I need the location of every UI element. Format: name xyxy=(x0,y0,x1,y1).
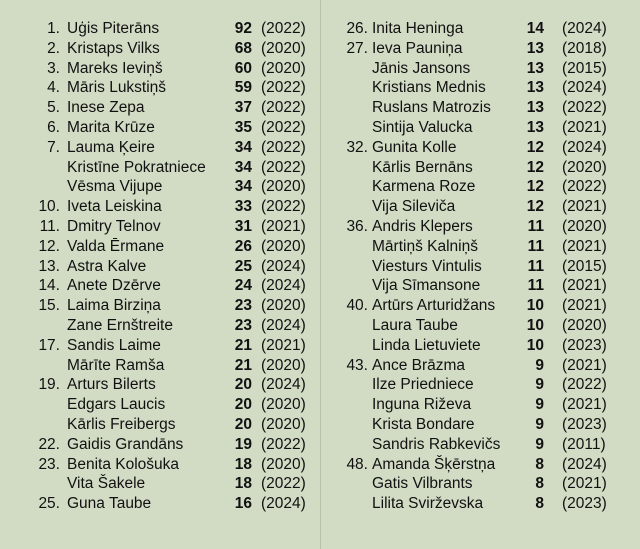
year-label: (2024) xyxy=(261,376,306,394)
person-name: Kārlis Freibergs xyxy=(67,415,176,433)
rank-number: 1. xyxy=(47,20,60,37)
year-label: (2020) xyxy=(261,396,306,414)
person-name: Kristīne Pokratniece xyxy=(67,158,206,176)
year-label: (2022) xyxy=(261,198,306,216)
year-label: (2024) xyxy=(562,20,607,37)
ranking-row xyxy=(322,177,640,197)
ranking-row xyxy=(0,375,320,395)
rank-number: 13. xyxy=(38,257,60,275)
ranking-row xyxy=(0,356,320,376)
ranking-row xyxy=(0,59,320,79)
rank-number: 4. xyxy=(47,79,60,97)
year-label: (2022) xyxy=(562,178,607,196)
ranking-row xyxy=(0,98,320,118)
ranking-row xyxy=(0,197,320,217)
ranking-row xyxy=(322,78,640,98)
rank-number: 40. xyxy=(346,297,368,315)
ranking-row xyxy=(322,59,640,79)
ranking-row xyxy=(322,118,640,138)
rank-number: 25. xyxy=(38,495,60,513)
score-value: 10 xyxy=(526,316,544,334)
rank-number: 19. xyxy=(38,376,60,394)
score-value: 16 xyxy=(234,495,252,513)
ranking-row xyxy=(322,19,640,39)
score-value: 18 xyxy=(234,475,252,493)
score-value: 34 xyxy=(234,138,252,156)
ranking-row xyxy=(0,177,320,197)
score-value: 9 xyxy=(535,396,544,414)
rank-number: 3. xyxy=(47,59,60,77)
score-value: 8 xyxy=(535,475,544,493)
person-name: Kristaps Vilks xyxy=(67,39,160,57)
rank-number: 43. xyxy=(346,356,368,374)
year-label: (2018) xyxy=(562,39,607,57)
score-value: 92 xyxy=(234,20,252,37)
ranking-row xyxy=(322,395,640,415)
score-value: 33 xyxy=(234,198,252,216)
ranking-row xyxy=(0,494,320,514)
rank-number: 11. xyxy=(39,217,60,235)
year-label: (2021) xyxy=(562,356,607,374)
rank-number: 26. xyxy=(346,20,368,37)
year-label: (2022) xyxy=(562,99,607,117)
ranking-row xyxy=(0,257,320,277)
person-name: Karmena Roze xyxy=(372,178,476,196)
rank-number: 2. xyxy=(47,39,60,57)
ranking-row xyxy=(322,158,640,178)
year-label: (2024) xyxy=(562,455,607,473)
score-value: 34 xyxy=(234,158,252,176)
year-label: (2021) xyxy=(562,237,607,255)
year-label: (2020) xyxy=(261,39,306,57)
rank-number: 10. xyxy=(38,198,60,216)
year-label: (2024) xyxy=(261,257,306,275)
year-label: (2021) xyxy=(562,277,607,295)
score-value: 11 xyxy=(527,217,544,235)
ranking-row xyxy=(0,217,320,237)
rank-number: 27. xyxy=(346,39,368,57)
ranking-column-left xyxy=(0,19,320,514)
year-label: (2015) xyxy=(562,257,607,275)
person-name: Ilze Priedniece xyxy=(372,376,474,394)
score-value: 9 xyxy=(535,376,544,394)
person-name: Laura Taube xyxy=(372,316,458,334)
person-name: Anete Dzērve xyxy=(67,277,161,295)
score-value: 60 xyxy=(234,59,252,77)
ranking-row xyxy=(322,415,640,435)
person-name: Vija Sileviča xyxy=(372,198,456,216)
year-label: (2024) xyxy=(562,138,607,156)
score-value: 13 xyxy=(526,39,544,57)
score-value: 11 xyxy=(527,257,544,275)
person-name: Vita Šakele xyxy=(67,475,146,493)
person-name: Vija Sīmansone xyxy=(372,277,481,295)
year-label: (2022) xyxy=(261,138,306,156)
year-label: (2021) xyxy=(562,396,607,414)
year-label: (2022) xyxy=(261,435,306,453)
ranking-row xyxy=(0,455,320,475)
ranking-row xyxy=(0,276,320,296)
score-value: 24 xyxy=(234,277,252,295)
ranking-row xyxy=(322,138,640,158)
rank-number: 5. xyxy=(47,99,60,117)
score-value: 14 xyxy=(526,20,544,37)
person-name: Inita Heninga xyxy=(372,20,464,37)
year-label: (2021) xyxy=(562,118,607,136)
rank-number: 17. xyxy=(38,336,60,354)
ranking-row xyxy=(0,19,320,39)
year-label: (2022) xyxy=(261,118,306,136)
year-label: (2021) xyxy=(562,297,607,315)
score-value: 10 xyxy=(526,336,544,354)
ranking-row xyxy=(0,415,320,435)
year-label: (2022) xyxy=(261,475,306,493)
score-value: 13 xyxy=(526,59,544,77)
rank-number: 15. xyxy=(38,297,60,315)
year-label: (2024) xyxy=(261,277,306,295)
score-value: 35 xyxy=(234,118,252,136)
ranking-row xyxy=(322,375,640,395)
year-label: (2020) xyxy=(261,415,306,433)
score-value: 11 xyxy=(527,237,544,255)
person-name: Arturs Bilerts xyxy=(67,376,156,394)
year-label: (2024) xyxy=(261,316,306,334)
score-value: 10 xyxy=(526,297,544,315)
rank-number: 7. xyxy=(47,138,60,156)
person-name: Artūrs Arturidžans xyxy=(372,297,496,315)
ranking-row xyxy=(322,39,640,59)
ranking-row xyxy=(0,118,320,138)
year-label: (2020) xyxy=(562,158,607,176)
person-name: Zane Ernštreite xyxy=(67,316,173,334)
year-label: (2021) xyxy=(562,475,607,493)
person-name: Guna Taube xyxy=(67,495,152,513)
person-name: Linda Lietuviete xyxy=(372,336,481,354)
person-name: Jānis Jansons xyxy=(372,59,471,77)
year-label: (2011) xyxy=(562,435,606,453)
score-value: 13 xyxy=(526,118,544,136)
person-name: Ance Brāzma xyxy=(372,356,466,374)
person-name: Inese Zepa xyxy=(67,99,145,117)
score-value: 31 xyxy=(234,217,252,235)
score-value: 13 xyxy=(526,79,544,97)
person-name: Kārlis Bernāns xyxy=(372,158,473,176)
person-name: Laima Birziņa xyxy=(67,297,161,315)
year-label: (2022) xyxy=(261,79,306,97)
score-value: 12 xyxy=(526,198,544,216)
rank-number: 32. xyxy=(346,138,368,156)
year-label: (2022) xyxy=(562,376,607,394)
ranking-row xyxy=(322,336,640,356)
rank-number: 6. xyxy=(47,118,60,136)
score-value: 12 xyxy=(526,178,544,196)
person-name: Uģis Piterāns xyxy=(67,20,160,37)
score-value: 26 xyxy=(234,237,252,255)
year-label: (2023) xyxy=(562,415,607,433)
person-name: Andris Klepers xyxy=(372,217,473,235)
ranking-row xyxy=(322,435,640,455)
score-value: 13 xyxy=(526,99,544,117)
ranking-row xyxy=(322,474,640,494)
person-name: Iveta Leiskina xyxy=(67,198,162,216)
ranking-row xyxy=(0,474,320,494)
year-label: (2020) xyxy=(261,455,306,473)
score-value: 19 xyxy=(234,435,252,453)
score-value: 37 xyxy=(234,99,252,117)
rank-number: 14. xyxy=(38,277,60,295)
year-label: (2020) xyxy=(562,217,607,235)
score-value: 20 xyxy=(234,376,252,394)
score-value: 9 xyxy=(535,435,544,453)
score-value: 23 xyxy=(234,316,252,334)
person-name: Mārtiņš Kalniņš xyxy=(372,237,478,255)
rank-number: 22. xyxy=(38,435,60,453)
person-name: Gaidis Grandāns xyxy=(67,435,184,453)
rank-number: 48. xyxy=(346,455,368,473)
ranking-row xyxy=(0,316,320,336)
ranking-row xyxy=(322,455,640,475)
year-label: (2020) xyxy=(261,59,306,77)
person-name: Mārīte Ramša xyxy=(67,356,165,374)
year-label: (2022) xyxy=(261,99,306,117)
year-label: (2015) xyxy=(562,59,607,77)
ranking-row xyxy=(322,494,640,514)
year-label: (2020) xyxy=(261,178,306,196)
person-name: Edgars Laucis xyxy=(67,396,166,414)
ranking-row xyxy=(322,257,640,277)
score-value: 11 xyxy=(527,277,544,295)
ranking-row xyxy=(0,39,320,59)
score-value: 9 xyxy=(535,415,544,433)
person-name: Sandis Laime xyxy=(67,336,161,354)
person-name: Ruslans Matrozis xyxy=(372,99,491,117)
person-name: Valda Ērmane xyxy=(67,237,165,255)
year-label: (2022) xyxy=(261,20,306,37)
score-value: 9 xyxy=(535,356,544,374)
ranking-column-right xyxy=(322,19,640,514)
score-value: 8 xyxy=(535,495,544,513)
person-name: Astra Kalve xyxy=(67,257,147,275)
ranking-row xyxy=(0,237,320,257)
person-name: Dmitry Telnov xyxy=(67,217,161,235)
person-name: Amanda Šķērstņa xyxy=(372,455,496,473)
score-value: 8 xyxy=(535,455,544,473)
score-value: 20 xyxy=(234,396,252,414)
rank-number: 12. xyxy=(38,237,60,255)
ranking-row xyxy=(322,217,640,237)
ranking-row xyxy=(0,158,320,178)
person-name: Benita Kološuka xyxy=(67,455,180,473)
person-name: Inguna Riževa xyxy=(372,396,472,414)
year-label: (2020) xyxy=(261,297,306,315)
person-name: Gunita Kolle xyxy=(372,138,457,156)
score-value: 68 xyxy=(234,39,252,57)
ranking-row xyxy=(322,276,640,296)
year-label: (2023) xyxy=(562,495,607,513)
person-name: Vēsma Vijupe xyxy=(67,178,163,196)
score-value: 12 xyxy=(526,158,544,176)
column-divider xyxy=(320,0,321,549)
rank-number: 36. xyxy=(346,217,368,235)
ranking-row xyxy=(0,395,320,415)
ranking-row xyxy=(322,356,640,376)
ranking-row xyxy=(322,316,640,336)
ranking-row xyxy=(322,237,640,257)
score-value: 21 xyxy=(234,356,252,374)
year-label: (2020) xyxy=(562,316,607,334)
person-name: Lilita Svirževska xyxy=(372,495,484,513)
ranking-row xyxy=(322,98,640,118)
score-value: 25 xyxy=(234,257,252,275)
score-value: 23 xyxy=(234,297,252,315)
person-name: Sandris Rabkevičs xyxy=(372,435,501,453)
person-name: Sintija Valucka xyxy=(372,118,473,136)
ranking-row xyxy=(322,296,640,316)
score-value: 12 xyxy=(526,138,544,156)
person-name: Lauma Ķeire xyxy=(67,138,155,156)
person-name: Ieva Pauniņa xyxy=(372,39,463,57)
ranking-row xyxy=(0,78,320,98)
ranking-row xyxy=(0,435,320,455)
score-value: 34 xyxy=(234,178,252,196)
person-name: Mareks Ieviņš xyxy=(67,59,163,77)
score-value: 59 xyxy=(234,79,252,97)
year-label: (2021) xyxy=(562,198,607,216)
year-label: (2020) xyxy=(261,356,306,374)
person-name: Viesturs Vintulis xyxy=(372,257,482,275)
year-label: (2021) xyxy=(261,336,306,354)
year-label: (2024) xyxy=(261,495,306,513)
year-label: (2022) xyxy=(261,158,306,176)
person-name: Kristians Mednis xyxy=(372,79,486,97)
ranking-row xyxy=(322,197,640,217)
ranking-row xyxy=(0,138,320,158)
person-name: Marita Krūze xyxy=(67,118,155,136)
year-label: (2024) xyxy=(562,79,607,97)
year-label: (2023) xyxy=(562,336,607,354)
year-label: (2021) xyxy=(261,217,306,235)
score-value: 20 xyxy=(234,415,252,433)
score-value: 21 xyxy=(234,336,252,354)
person-name: Gatis Vilbrants xyxy=(372,475,473,493)
ranking-row xyxy=(0,336,320,356)
ranking-row xyxy=(0,296,320,316)
year-label: (2020) xyxy=(261,237,306,255)
rank-number: 23. xyxy=(38,455,60,473)
person-name: Māris Lukstiņš xyxy=(67,79,167,97)
score-value: 18 xyxy=(234,455,252,473)
person-name: Krista Bondare xyxy=(372,415,475,433)
